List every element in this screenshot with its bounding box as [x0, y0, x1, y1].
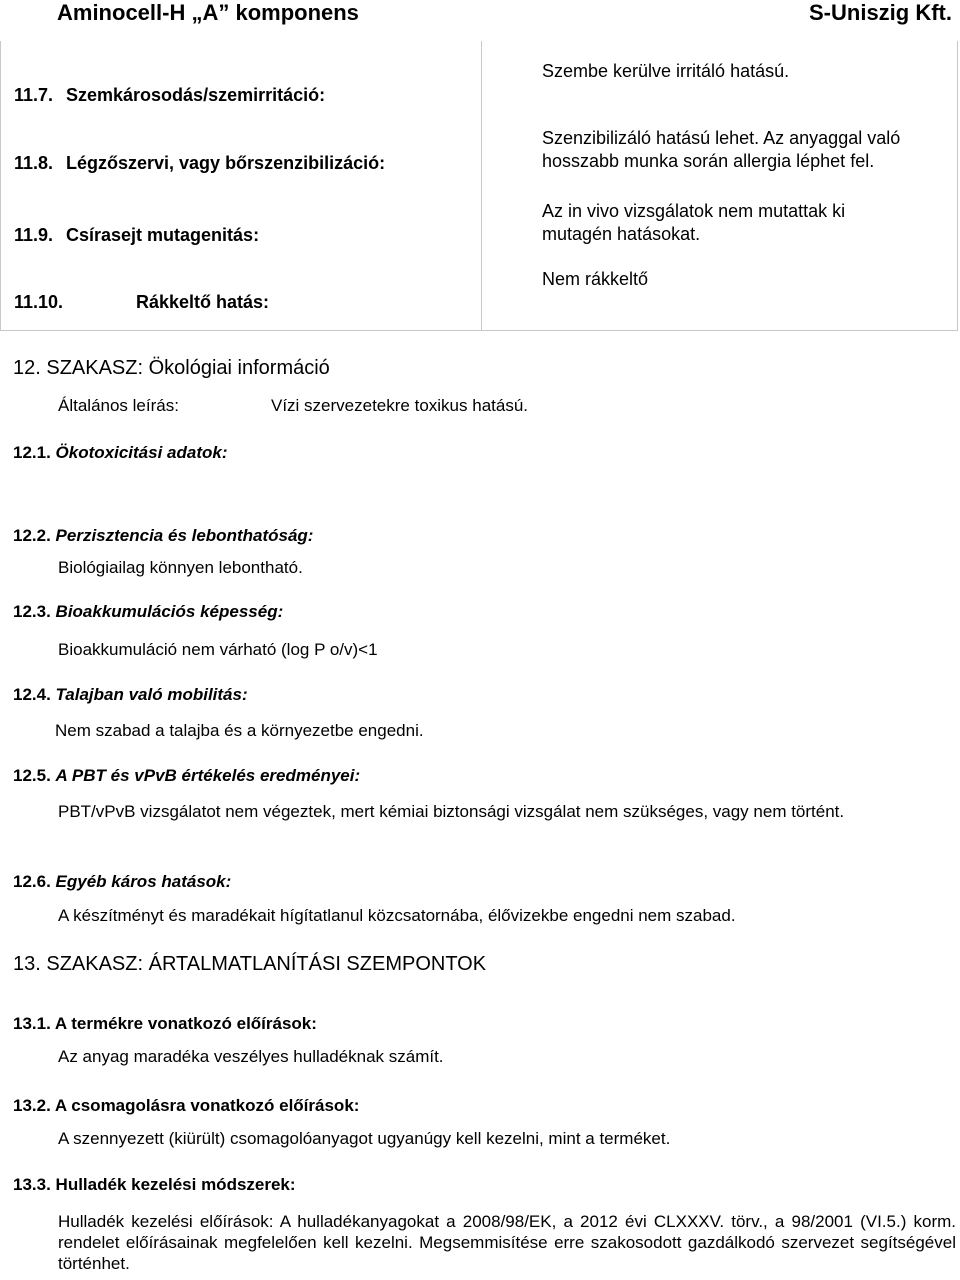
item-13-1-title: A termékre vonatkozó előírások:	[54, 1014, 317, 1033]
item-12-3-title: Bioakkumulációs képesség:	[55, 602, 284, 621]
item-13-3-text: Hulladék kezelési előírások: A hulladékanyagokat a 2008/98/EK, a 2012 évi CLXXXV. törv., a 98/2001 (VI.5.) korm. rendelet előírásainak megfelelően kell kezelni. Megsemmisítése erre szakosodott gazdálkodó szervezet segítségével történhet.	[58, 1212, 956, 1273]
general-description-label: Általános leírás:	[58, 396, 179, 415]
row-11-9-value-line2: mutagén hatásokat.	[542, 224, 701, 244]
item-12-3-heading	[13, 602, 283, 622]
item-13-3-num: 13.3.	[13, 1175, 51, 1194]
row-11-9-num: 11.9.	[14, 225, 54, 245]
row-11-9-label: Csírasejt mutagenitás:	[66, 225, 260, 245]
item-13-2-num: 13.2.	[13, 1096, 51, 1115]
item-12-6-text: A készítményt és maradékait hígítatlanul közcsatornába, élővizekbe engedni nem szabad.	[58, 906, 736, 925]
item-12-2-title: Perzisztencia és lebonthatóság:	[55, 526, 314, 545]
item-12-3-text: Bioakkumuláció nem várható (log P o/v)<1	[58, 640, 378, 659]
item-12-4-title: Talajban való mobilitás:	[55, 685, 248, 704]
row-11-8-value-line1: Szenzibilizáló hatású lehet. Az anyaggal való	[542, 128, 901, 148]
item-13-3-title: Hulladék kezelési módszerek:	[55, 1175, 296, 1194]
item-13-1-heading	[13, 1014, 317, 1034]
item-12-5-num: 12.5.	[13, 766, 51, 785]
row-11-8-value-line2: hosszabb munka során allergia léphet fel.	[542, 151, 875, 171]
item-12-4-heading	[13, 685, 248, 705]
row-11-7-label: Szemkárosodás/szemirritáció:	[66, 85, 326, 105]
item-12-4-num: 12.4.	[13, 685, 51, 704]
item-12-5-title: A PBT és vPvB értékelés eredményei:	[55, 766, 361, 785]
item-13-1-text: Az anyag maradéka veszélyes hulladéknak számít.	[58, 1047, 444, 1066]
item-12-5-heading	[13, 766, 360, 786]
item-12-1-num: 12.1.	[13, 443, 51, 462]
item-12-4-text: Nem szabad a talajba és a környezetbe engedni.	[55, 721, 424, 740]
item-12-1-heading	[13, 443, 227, 463]
item-12-1-title: Ökotoxicitási adatok:	[55, 443, 228, 462]
section12-title: 12. SZAKASZ: Ökológiai információ	[13, 357, 330, 379]
row-11-8-label: Légzőszervi, vagy bőrszenzibilizáció:	[66, 153, 386, 173]
item-12-6-heading	[13, 872, 231, 892]
item-12-2-heading	[13, 526, 313, 546]
general-description-value: Vízi szervezetekre toxikus hatású.	[271, 396, 529, 415]
item-13-2-title: A csomagolásra vonatkozó előírások:	[54, 1096, 360, 1115]
item-12-3-num: 12.3.	[13, 602, 51, 621]
item-13-2-heading	[13, 1096, 359, 1116]
item-13-1-num: 13.1.	[13, 1014, 51, 1033]
row-11-7-value: Szembe kerülve irritáló hatású.	[542, 61, 790, 81]
item-12-6-title: Egyéb káros hatások:	[55, 872, 232, 891]
company-name: S-Uniszig Kft.	[809, 0, 952, 25]
row-11-10-num: 11.10.	[14, 292, 64, 312]
row-11-9-value-line1: Az in vivo vizsgálatok nem mutattak ki	[542, 201, 846, 221]
item-12-6-num: 12.6.	[13, 872, 51, 891]
row-11-10-label: Rákkeltő hatás:	[136, 292, 270, 312]
section13-title: 13. SZAKASZ: ÁRTALMATLANÍTÁSI SZEMPONTOK	[13, 953, 487, 975]
item-13-2-text: A szennyezett (kiürült) csomagolóanyagot ugyanúgy kell kezelni, mint a terméket.	[58, 1129, 671, 1148]
row-11-10-value: Nem rákkeltő	[542, 269, 649, 289]
item-12-2-text: Biológiailag könnyen lebontható.	[58, 558, 303, 577]
row-11-8-num: 11.8.	[14, 153, 54, 173]
item-12-2-num: 12.2.	[13, 526, 51, 545]
item-13-3-heading	[13, 1175, 296, 1195]
table-divider	[481, 41, 482, 330]
product-name: Aminocell-H „A” komponens	[57, 0, 359, 25]
item-12-5-text: PBT/vPvB vizsgálatot nem végeztek, mert kémiai biztonsági vizsgálat nem szükséges, vagy nem történt.	[58, 802, 845, 821]
row-11-7-num: 11.7.	[14, 85, 54, 105]
